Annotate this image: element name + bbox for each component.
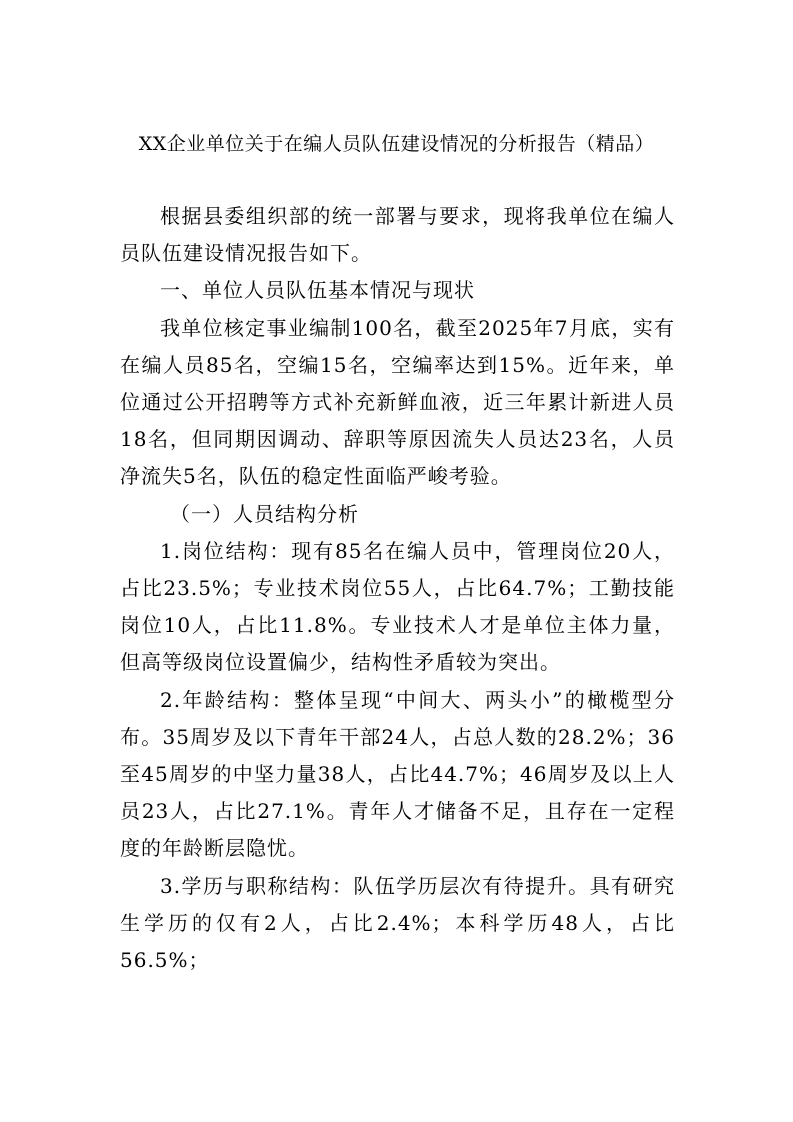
intro-paragraph: 根据县委组织部的统一部署与要求，现将我单位在编人员队伍建设情况报告如下。 (120, 204, 675, 266)
paragraph-position-structure: 1.岗位结构：现有85名在编人员中，管理岗位20人，占比23.5%；专业技术岗位55人，占比64.7%；工勤技能岗位10人，占比11.8%。专业技术人才是单位主体力量，但高等级岗位设置偏少，结构性矛盾较为突出。 (120, 538, 675, 675)
document-body (120, 198, 675, 979)
paragraph-age-structure: 2.年龄结构：整体呈现“中间大、两头小”的橄榄型分布。35周岁及以下青年干部24人，占总人数的28.2%；36至45周岁的中坚力量38人，占比44.7%；46周岁及以上人员23人，占比27.1%。青年人才储备不足，且存在一定程度的年龄断层隐忧。 (120, 687, 675, 861)
section-heading-1: 一、单位人员队伍基本情况与现状 (160, 278, 475, 303)
document-title: XX企业单位关于在编人员队伍建设情况的分析报告（精品） (138, 133, 655, 155)
paragraph-education-structure: 3.学历与职称结构：队伍学历层次有待提升。具有研究生学历的仅有2人，占比2.4%；本科学历48人，占比56.5%； (120, 873, 675, 973)
subsection-heading-1: （一）人员结构分析 (170, 501, 359, 526)
paragraph-staffing-overview: 我单位核定事业编制100名，截至2025年7月底，实有在编人员85名，空编15名，空编率达到15%。近年来，单位通过公开招聘等方式补充新鲜血液，近三年累计新进人员18名，但同期因调动、辞职等原因流失人员达23名，人员净流失5名，队伍的稳定性面临严峻考验。 (120, 315, 675, 489)
